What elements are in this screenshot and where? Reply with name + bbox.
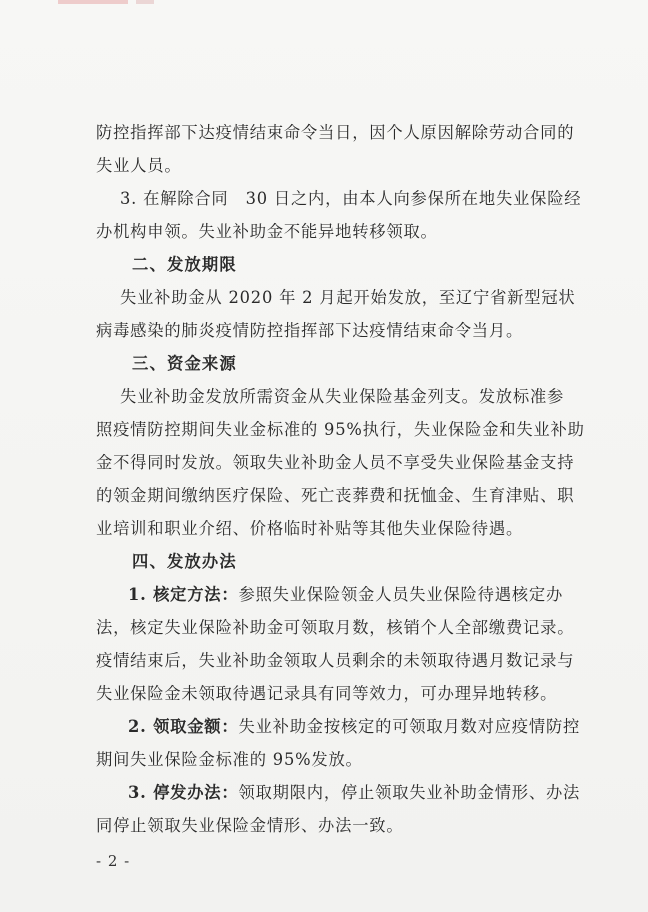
body-line: 失业保险金未领取待遇记录具有同等效力，可办理异地转移。 [96,684,558,703]
section-heading: 四、发放办法 [132,552,237,571]
page-number: - 2 - [96,852,131,870]
body-line-with-lead [96,710,596,743]
body-line: 的领金期间缴纳医疗保险、死亡丧葬费和抚恤金、生育津贴、职 [96,486,575,505]
body-line: 业培训和职业介绍、价格临时补贴等其他失业保险待遇。 [96,519,524,538]
body-line: 失业补助金发放所需资金从失业保险基金列支。发放标准参 [120,387,565,406]
body-line: 疫情结束后，失业补助金领取人员剩余的未领取待遇月数记录与 [96,651,575,670]
body-line: 金不得同时发放。领取失业补助金人员不享受失业保险基金支持 [96,453,575,472]
item-text: 领取期限内，停止领取失业补助金情形、办法 [238,783,581,802]
body-line: 期间失业保险金标准的 95%发放。 [96,750,363,769]
section-heading: 二、发放期限 [132,255,237,274]
body-line-with-lead [96,578,596,611]
top-edge-mark [58,0,128,4]
body-line: 法，核定失业保险补助金可领取月数，核销个人全部缴费记录。 [96,618,575,637]
body-line: 同停止领取失业保险金情形、办法一致。 [96,816,404,835]
document-body [96,116,596,842]
item-lead: 2. 领取金额： [128,717,239,736]
body-line: 病毒感染的肺炎疫情防控指挥部下达疫情结束命令当月。 [96,321,524,340]
section-heading: 三、资金来源 [132,354,237,373]
body-line-with-lead [96,776,596,809]
item-lead: 3. 停发办法： [128,783,239,802]
body-line: 3. 在解除合同 30 日之内，由本人向参保所在地失业保险经 [120,189,582,208]
body-line: 办机构申领。失业补助金不能异地转移领取。 [96,222,438,241]
item-text: 参照失业保险领金人员失业保险待遇核定办 [238,585,564,604]
body-line: 失业人员。 [96,156,182,175]
item-text: 失业补助金按核定的可领取月数对应疫情防控 [238,717,581,736]
top-edge-mark-small [136,0,154,4]
body-line: 照疫情防控期间失业金标准的 95%执行，失业保险金和失业补助 [96,420,585,439]
item-lead: 1. 核定方法： [128,585,239,604]
body-line: 防控指挥部下达疫情结束命令当日，因个人原因解除劳动合同的 [96,123,575,142]
body-line: 失业补助金从 2020 年 2 月起开始发放，至辽宁省新型冠状 [120,288,576,307]
